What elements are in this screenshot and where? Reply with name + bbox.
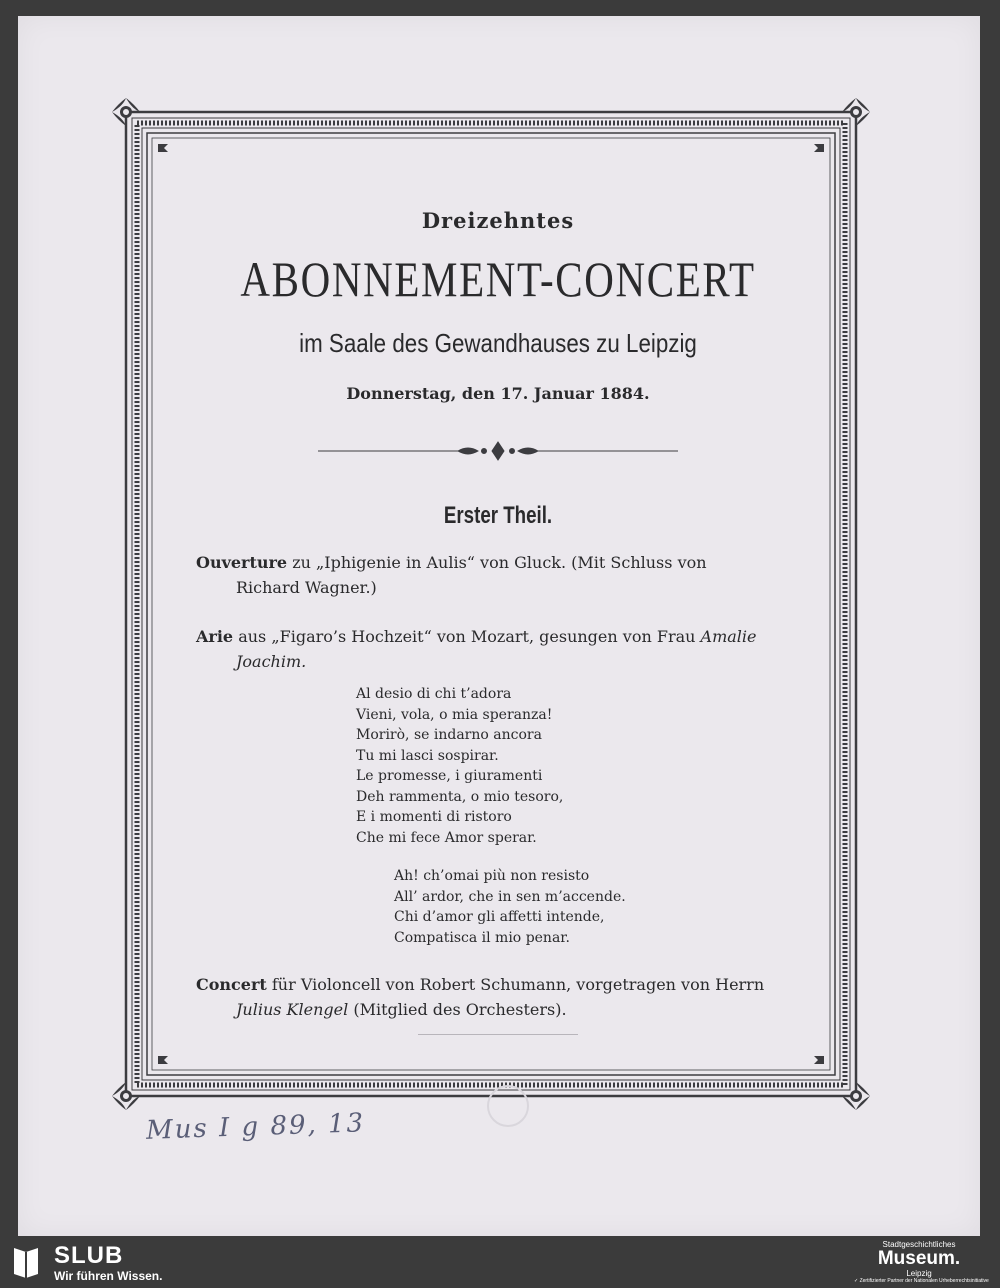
item-continuation: Richard Wagner.) (236, 578, 377, 597)
museum-name: Museum. (877, 1248, 961, 1269)
library-tagline: Wir führen Wissen. (54, 1269, 163, 1283)
part-title: Erster Theil. (443, 502, 553, 529)
lyric-line: Deh rammenta, o mio tesoro, (356, 788, 564, 805)
museum-note: ✓ Zertifizierter Partner der Nationalen Urheberrechtsinitiative (854, 1278, 989, 1284)
concert-date: Donnerstag, den 17. Januar 1884. (346, 384, 650, 403)
program-item-concerto (196, 972, 808, 1022)
item-continuation: (Mitglied des Orchesters). (348, 1000, 567, 1019)
performer-name: Amalie (700, 627, 757, 646)
lyric-line: Compatisca il mio penar. (394, 929, 570, 946)
item-type: Arie (196, 627, 234, 646)
venue: im Saale des Gewandhauses zu Leipzig (299, 328, 697, 358)
lyric-line: Vieni, vola, o mia speranza! (356, 706, 553, 723)
museum-city: Leipzig (906, 1269, 932, 1278)
item-description: für Violoncell von Robert Schumann, vorgetragen von Herrn (266, 975, 765, 994)
program-item-overture (196, 550, 808, 600)
program-item-aria (196, 624, 808, 674)
lyric-line: All’ ardor, che in sen m’accende. (394, 888, 626, 905)
slub-logo-icon (10, 1244, 42, 1280)
lyric-line: Le promesse, i giuramenti (356, 768, 543, 784)
lyric-line: E i momenti di ristoro (356, 809, 512, 825)
lyric-line: Ah! ch’omai più non resisto (394, 868, 590, 884)
embossed-stamp (488, 1086, 528, 1126)
lyric-line: Chi d’amor gli affetti intende, (394, 909, 605, 925)
item-description: aus „Figaro’s Hochzeit“ von Mozart, gesungen von Frau (233, 627, 701, 646)
divider-ornament-icon (318, 440, 678, 462)
handwritten-shelfmark: Mus I g 89, 13 (145, 1108, 366, 1146)
closing-rule (418, 1034, 578, 1035)
lyric-line: Che mi fece Amor sperar. (356, 829, 537, 846)
library-name[interactable]: SLUB (54, 1242, 124, 1269)
aria-lyrics-part2 (394, 866, 626, 948)
concert-title: ABONNEMENT-CONCERT (240, 251, 756, 307)
item-type: Ouverture (196, 553, 288, 572)
aria-lyrics-part1 (356, 684, 563, 848)
lyric-line: Tu mi lasci sospirar. (356, 747, 499, 764)
document-page (18, 16, 980, 1236)
lyric-line: Al desio di chi t’adora (356, 686, 512, 702)
item-type: Concert (196, 975, 267, 994)
footer-bar (0, 1238, 1000, 1288)
program-content (168, 166, 828, 1066)
performer-name: Julius Klengel (236, 1000, 349, 1019)
item-description: zu „Iphigenie in Aulis“ von Gluck. (Mit Schluss von (287, 553, 707, 572)
lyric-line: Morirò, se indarno ancora (356, 727, 542, 743)
concert-number: Dreizehntes (421, 208, 575, 233)
museum-line1: Stadtgeschichtliches (882, 1240, 956, 1249)
performer-surname: Joachim. (236, 652, 307, 671)
museum-logo[interactable] (854, 1240, 989, 1284)
